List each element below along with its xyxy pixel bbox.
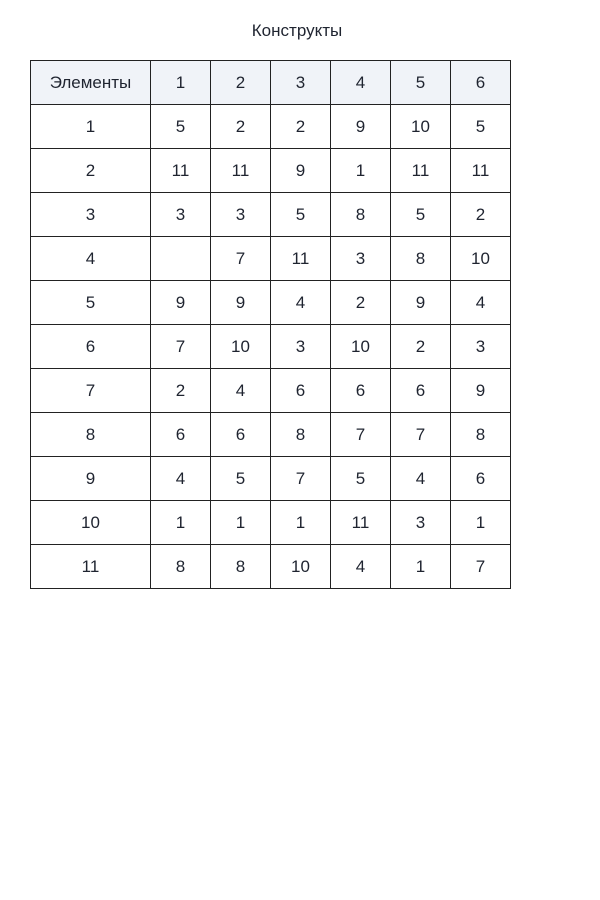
table-cell: 9 — [451, 369, 511, 413]
column-header: 3 — [271, 61, 331, 105]
table-row — [31, 105, 511, 149]
table-cell: 3 — [271, 325, 331, 369]
table-cell: 9 — [391, 281, 451, 325]
table-cell: 1 — [391, 545, 451, 589]
table-cell: 7 — [211, 237, 271, 281]
column-header: 1 — [151, 61, 211, 105]
table-cell: 8 — [151, 545, 211, 589]
table-cell: 2 — [391, 325, 451, 369]
table-cell: 5 — [451, 105, 511, 149]
table-row — [31, 413, 511, 457]
constructs-table — [30, 60, 511, 589]
table-cell: 4 — [271, 281, 331, 325]
table-cell: 1 — [271, 501, 331, 545]
table-cell: 11 — [451, 149, 511, 193]
table-cell: 6 — [271, 369, 331, 413]
row-header-cell: 4 — [31, 237, 151, 281]
row-header-cell: 9 — [31, 457, 151, 501]
table-header-row — [31, 61, 511, 105]
table-cell: 3 — [451, 325, 511, 369]
table-cell: 4 — [451, 281, 511, 325]
table-cell: 3 — [211, 193, 271, 237]
table-cell — [151, 237, 211, 281]
table-cell: 1 — [451, 501, 511, 545]
table-cell: 3 — [331, 237, 391, 281]
table-cell: 2 — [331, 281, 391, 325]
table-row — [31, 149, 511, 193]
column-header: 4 — [331, 61, 391, 105]
table-cell: 4 — [151, 457, 211, 501]
table-cell: 6 — [211, 413, 271, 457]
table-cell: 11 — [271, 237, 331, 281]
table-cell: 5 — [271, 193, 331, 237]
table-cell: 11 — [331, 501, 391, 545]
table-cell: 8 — [451, 413, 511, 457]
table-cell: 8 — [331, 193, 391, 237]
table-cell: 5 — [151, 105, 211, 149]
table-cell: 2 — [451, 193, 511, 237]
table-cell: 10 — [211, 325, 271, 369]
table-cell: 10 — [451, 237, 511, 281]
row-header-cell: 2 — [31, 149, 151, 193]
table-cell: 1 — [151, 501, 211, 545]
table-row — [31, 457, 511, 501]
page-title: Конструкты — [251, 21, 343, 40]
row-header-cell: 10 — [31, 501, 151, 545]
table-cell: 1 — [211, 501, 271, 545]
table-cell: 2 — [271, 105, 331, 149]
table-cell: 6 — [151, 413, 211, 457]
row-header-cell: 5 — [31, 281, 151, 325]
table-row — [31, 501, 511, 545]
table-cell: 5 — [391, 193, 451, 237]
table-cell: 6 — [451, 457, 511, 501]
column-header: 6 — [451, 61, 511, 105]
table-cell: 9 — [271, 149, 331, 193]
table-cell: 7 — [151, 325, 211, 369]
table-cell: 9 — [211, 281, 271, 325]
table-cell: 2 — [151, 369, 211, 413]
table-cell: 6 — [331, 369, 391, 413]
table-cell: 5 — [211, 457, 271, 501]
row-header-cell: 3 — [31, 193, 151, 237]
table-cell: 8 — [271, 413, 331, 457]
table-cell: 5 — [331, 457, 391, 501]
table-cell: 11 — [211, 149, 271, 193]
table-cell: 10 — [271, 545, 331, 589]
table-cell: 11 — [391, 149, 451, 193]
column-header: 2 — [211, 61, 271, 105]
table-body — [31, 105, 511, 589]
table-cell: 7 — [331, 413, 391, 457]
table-cell: 9 — [331, 105, 391, 149]
row-header-cell: 8 — [31, 413, 151, 457]
table-cell: 7 — [391, 413, 451, 457]
table-cell: 8 — [211, 545, 271, 589]
column-header: 5 — [391, 61, 451, 105]
table-row — [31, 237, 511, 281]
table-cell: 2 — [211, 105, 271, 149]
table-cell: 7 — [451, 545, 511, 589]
table-cell: 10 — [391, 105, 451, 149]
table-row — [31, 545, 511, 589]
row-header-cell: 1 — [31, 105, 151, 149]
table-cell: 1 — [331, 149, 391, 193]
table-cell: 9 — [151, 281, 211, 325]
table-cell: 4 — [211, 369, 271, 413]
table-row — [31, 281, 511, 325]
table-cell: 11 — [151, 149, 211, 193]
table-row — [31, 193, 511, 237]
row-header-cell: 7 — [31, 369, 151, 413]
table-cell: 4 — [391, 457, 451, 501]
table-cell: 7 — [271, 457, 331, 501]
table-cell: 4 — [331, 545, 391, 589]
table-cell: 3 — [391, 501, 451, 545]
column-header: Элементы — [31, 61, 151, 105]
table-row — [31, 369, 511, 413]
row-header-cell: 11 — [31, 545, 151, 589]
table-cell: 6 — [391, 369, 451, 413]
row-header-cell: 6 — [31, 325, 151, 369]
table-cell: 8 — [391, 237, 451, 281]
table-row — [31, 325, 511, 369]
table-cell: 3 — [151, 193, 211, 237]
table-cell: 10 — [331, 325, 391, 369]
